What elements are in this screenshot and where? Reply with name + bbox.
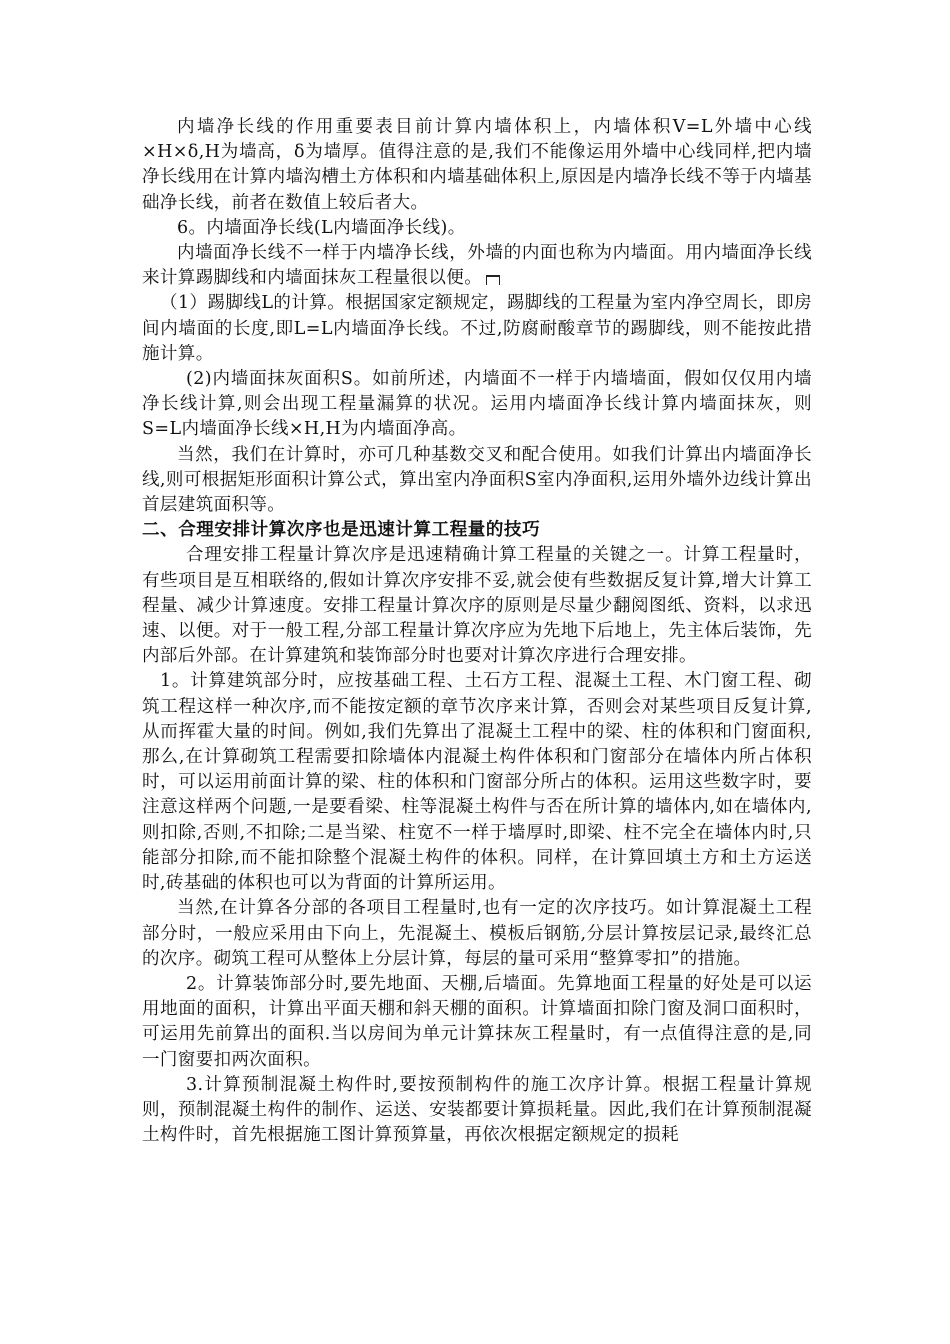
paragraph-precast-concrete: 3.计算预制混凝土构件时,要按预制构件的施工次序计算。根据工程量计算规则，预制混凝土构件的制作、运送、安装都要计算损耗量。因此,我们在计算预制混凝土构件时，首先根据施工图计算预算量，再依次根据定额规定的损耗: [142, 1074, 812, 1146]
paragraph-skirting-line: （1）踢脚线L的计算。根据国家定额规定，踢脚线的工程量为室内净空周长，即房间内墙面的长度,即L=L内墙面净长线。不过,防腐耐酸章节的踢脚线，则不能按此措施计算。: [142, 293, 812, 364]
section-heading: 二、合理安排计算次序也是迅速计算工程量的技巧: [142, 520, 541, 541]
paragraph-combined-use: 当然，我们在计算时，亦可几种基数交叉和配合使用。如我们计算出内墙面净长线,则可根据矩形面积计算公式，算出室内净面积S室内净面积,运用外墙外边线计算出首层建筑面积等。: [142, 444, 812, 516]
paragraph-inner-wall-surface: [142, 241, 812, 291]
paragraph-plaster-area: (2)内墙面抹灰面积S。如前所述，内墙面不一样于内墙墙面，假如仅仅用内墙净长线计算,则会出现工程量漏算的状况。运用内墙面净长线计算内墙面抹灰，则S=L内墙面净长线×H,H为内墙面净高。: [142, 369, 812, 440]
paragraph-decoration-part: 2。计算装饰部分时,要先地面、天棚,后墙面。先算地面工程量的好处是可以运用地面的面积，计算出平面天棚和斜天棚的面积。计算墙面扣除门窗及洞口面积时，可运用先前算出的面积.当以房间为单元计算抹灰工程量时，有一点值得注意的是,同一门窗要扣两次面积。: [142, 973, 812, 1070]
item-6-heading: 6。内墙面净长线(L内墙面净长线)。: [177, 217, 466, 238]
paragraph-inner-wall-net-length: 内墙净长线的作用重要表目前计算内墙体积上，内墙体积V=L外墙中心线×H×δ,H为墙高，δ为墙厚。值得注意的是,我们不能像运用外墙中心线同样,把内墙净长线用在计算内墙沟槽土方体积和内墙基础体积上,原因是内墙净长线不等于内墙基础净长线，前者在数值上较后者大。: [142, 117, 812, 213]
paragraph-calculation-order: 合理安排工程量计算次序是迅速精确计算工程量的关键之一。计算工程量时，有些项目是互相联络的,假如计算次序安排不妥,就会使有些数据反复计算,增大计算工程量、减少计算速度。安排工程量计算次序的原则是尽量少翻阅图纸、资料，以求迅速、以便。对于一般工程,分部工程量计算次序应为先地下后地上，先主体后装饰，先内部后外部。在计算建筑和装饰部分时也要对计算次序进行合理安排。: [142, 545, 812, 667]
body-text: [142, 115, 812, 1148]
paragraph-order-technique: 当然,在计算各分部的各项目工程量时,也有一定的次序技巧。如计算混凝土工程部分时，一般应采用由下向上，先混凝土、模板后钢筋,分层计算按层记录,最终汇总的次序。砌筑工程可从整体上分层计算，每层的量可采用“整算零扣”的措施。: [142, 898, 812, 969]
paragraph-inner-wall-surface-text: 内墙面净长线不一样于内墙净长线，外墙的内面也称为内墙面。用内墙面净长线来计算踢脚线和内墙面抹灰工程量很以便。: [142, 243, 812, 289]
paragraph-building-part: 1。计算建筑部分时，应按基础工程、土石方工程、混凝土工程、木门窗工程、砌筑工程这样一种次序,而不能按定额的章节次序来计算，否则会对某些项目反复计算,从而挥霍大量的时间。例如,我们先算出了混凝土工程中的梁、柱的体积和门窗面积,那么,在计算砌筑工程需要扣除墙体内混凝土构件体积和门窗部分在墙体内所占体积时，可以运用前面计算的梁、柱的体积和门窗部分所占的体积。运用这些数字时，要注意这样两个问题,一是要看梁、柱等混凝土构件与否在所计算的墙体内,如在墙体内,则扣除,否则,不扣除;二是当梁、柱宽不一样于墙厚时,即梁、柱不完全在墙体内时,只能部分扣除,而不能扣除整个混凝土构件的体积。同样，在计算回填土方和土方运送时,砖基础的体积也可以为背面的计算所运用。: [142, 671, 812, 894]
edit-mark-icon: [486, 275, 500, 285]
